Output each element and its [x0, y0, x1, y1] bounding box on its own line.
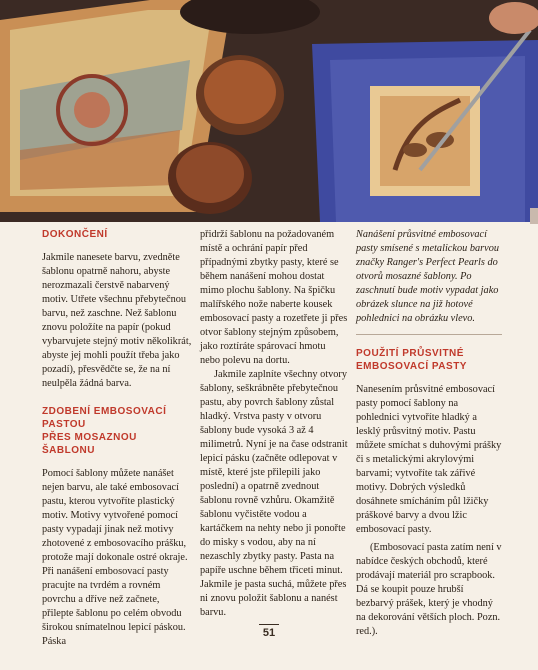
page-number: 51	[262, 627, 276, 639]
heading-zdobeni	[42, 405, 192, 457]
page-number-rule	[259, 624, 279, 625]
photo-caption: Nanášení průsvitné embosovací pasty smísené s metalickou barvou značky Ranger's Perfect Pearls do otvorů mosazné šablony. Po zaschnutí bude motiv vypadat jako obrázek slunce na již hotové pohlednici na obrázku vlevo.	[356, 229, 499, 324]
embossing-photo	[0, 0, 538, 222]
paragraph-prusvitne-2: (Embosovací pasta zatím není v nabídce českých obchodů, které prodávají materiál pro scrapbook. Dá se koupit pouze hrubší bezbarvý prášek, který je vhodný na dekorování větších ploch. Pozn. red.).	[356, 542, 502, 637]
page-edge-tab	[530, 208, 538, 224]
column-2	[200, 228, 348, 620]
paragraph-col2-2: Jakmile zaplníte všechny otvory šablony, seškrábněte přebytečnou pastu, aby povrch šablony zůstal hladký. Vrstva pasty v otvoru šablony bude vysoká 3 až 4 milimetrů. Nyní je na čase odstranit lepicí pásku (začněte odlepovat v místě, které jste přilepili jako poslední) a opatrně zvednout šablonu rovně vzhůru. Okamžitě šablonu vyčistěte vodou a kartáčkem na nehty nebo ji ponořte do misky s vodou, aby na ní nezaschly zbytky pasty. Pasta na papíře uschne během třiceti minut. Jakmile je pasta suchá, můžete přes ni znovu položit šablonu a nanést barvu.	[200, 369, 348, 618]
column-1	[42, 228, 192, 649]
heading-prusvitne-line1: POUŽITÍ PRŮSVITNÉ	[356, 348, 464, 359]
heading-prusvitne-line2: EMBOSOVACÍ PASTY	[356, 361, 467, 372]
heading-dokonceni: DOKONČENÍ	[42, 229, 108, 240]
divider	[356, 334, 502, 335]
heading-zdobeni-line2: PŘES MOSAZNOU ŠABLONU	[42, 432, 137, 456]
heading-zdobeni-line1: ZDOBENÍ EMBOSOVACÍ PASTOU	[42, 406, 167, 430]
heading-prusvitne	[356, 347, 502, 373]
paragraph-col2-1: přidrží šablonu na požadovaném místě a ochrání papír před případnými zbytky pasty, které se během nanášení mohou dostat mimo plochu šablony. Na špičku malířského nože naberte kousek embosovací pasty a rozetřete ji přes otvor šablony stejným způsobem, jako roztíráte spárovací hmotu nebo polevu na dortu.	[200, 229, 348, 366]
paragraph-dokonceni: Jakmile nanesete barvu, zvedněte šablonu opatrně nahoru, abyste nerozmazali čerstvě nabarvený motiv. Utřete všechnu přebytečnou barvu, než zaschne. Než šablonu znovu položíte na papír (pokud vybarvujete stejný motiv několikrát, abyste jej mohli použít třeba jako pozadí), přesvědčte se, že na ní neulpěla žádná barva.	[42, 252, 192, 389]
column-3	[356, 228, 502, 639]
paragraph-zdobeni: Pomocí šablony můžete nanášet nejen barvu, ale také embosovací pastu, kterou vytvoříte plastický motiv. Motivy vytvořené pomocí pasty vypadají jinak než motivy zhotovené z embosovacího prášku, protože mají dokonale ostré okraje. Při nanášení embosovací pasty pracujte na tvrdém a rovném povrchu a dříve než začnete, přilepte šablonu po celém obvodu širokou snímatelnou lepicí páskou. Páska	[42, 468, 188, 647]
paragraph-prusvitne-1: Nanesením průsvitné embosovací pasty pomocí šablony na pohlednici vytvoříte hladký a lesklý průsvitný motiv. Pastu můžete smíchat s duhovými prášky či s metalickými akrylovými barvami; vytvoříte tak zářivé motivy. Dobrých výsledků dosáhnete smícháním půl lžičky práškové barvy a dvou lžic embosovací pasty.	[356, 384, 502, 535]
